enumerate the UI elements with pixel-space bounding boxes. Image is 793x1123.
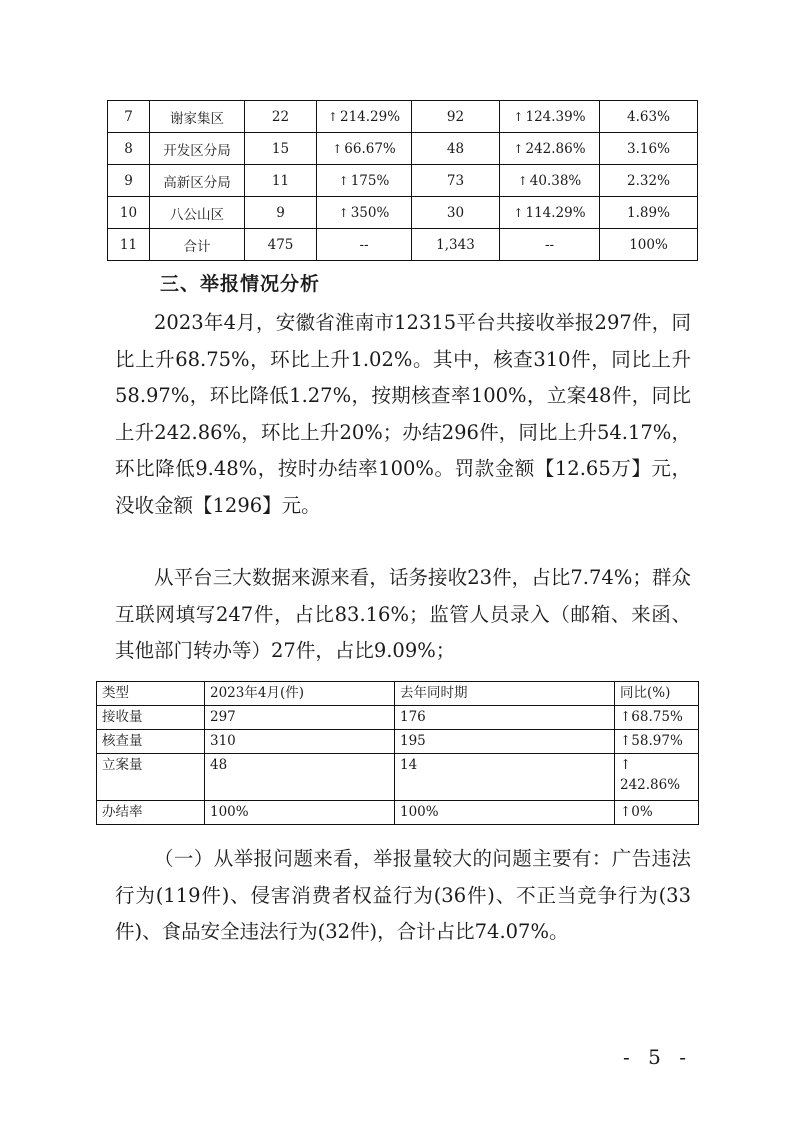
district-name: 开发区分局 xyxy=(150,133,245,165)
type-cell: 立案量 xyxy=(97,754,205,801)
column-header: 类型 xyxy=(97,682,205,706)
district-name: 八公山区 xyxy=(150,197,245,229)
column-header: 去年同时期 xyxy=(395,682,615,706)
up-arrow-icon: ↑ xyxy=(513,109,524,124)
row-index: 7 xyxy=(108,101,150,133)
district-name: 高新区分局 xyxy=(150,165,245,197)
type-cell: 办结率 xyxy=(97,801,205,825)
table-row xyxy=(108,197,698,229)
column-header: 2023年4月(件) xyxy=(205,682,395,706)
cumulative-change-cell xyxy=(500,133,600,165)
section-heading: 三、举报情况分析 xyxy=(160,273,321,295)
cumulative-change-value: 40.38% xyxy=(529,172,582,189)
last-year-cell: 195 xyxy=(395,730,615,754)
current-cell: 100% xyxy=(205,801,395,825)
paragraph-overview: 2023年4月，安徽省淮南市12315平台共接收举报297件，同比上升68.75%，环比上升1.02%。其中，核查310件，同比上升58.97%，环比降低1.27%，按期核查率100%，立案48件，同比上升242.86%，环比上升20%；办结296件，同比上升54.17%，环比降低9.48%，按时办结率100%。罚款金额【12.65万】元，没收金额【1296】元。 xyxy=(115,311,691,517)
up-arrow-icon: ↑ xyxy=(338,173,349,188)
cumulative-change-cell: -- xyxy=(500,229,600,261)
yoy-cell: ↑68.75% xyxy=(615,706,699,730)
table-row xyxy=(97,730,699,754)
row-index: 8 xyxy=(108,133,150,165)
cumulative-change-value: 242.86% xyxy=(525,140,586,157)
cumulative-cell: 48 xyxy=(412,133,500,165)
count-change-value: 214.29% xyxy=(339,108,401,125)
report-stats-table xyxy=(96,681,699,825)
count-cell: 9 xyxy=(245,197,317,229)
count-change-value: 350% xyxy=(350,204,390,221)
up-arrow-icon: ↑ xyxy=(327,109,338,124)
count-cell: 475 xyxy=(245,229,317,261)
current-cell: 310 xyxy=(205,730,395,754)
column-header: 同比(%) xyxy=(615,682,699,706)
cumulative-change-cell xyxy=(500,165,600,197)
count-change-cell xyxy=(317,133,412,165)
up-arrow-icon: ↑ xyxy=(338,205,349,220)
type-cell: 核查量 xyxy=(97,730,205,754)
table-row xyxy=(108,133,698,165)
share-cell: 100% xyxy=(600,229,698,261)
cumulative-cell: 30 xyxy=(412,197,500,229)
table-row xyxy=(108,165,698,197)
up-arrow-icon: ↑ xyxy=(517,173,528,188)
paragraph-issue-types: （一）从举报问题来看，举报量较大的问题主要有：广告违法行为(119件)、侵害消费者权益行为(36件)、不正当竞争行为(33件)、食品安全违法行为(32件)，合计占比74.07%。 xyxy=(115,847,691,943)
up-arrow-icon: ↑ xyxy=(332,141,343,156)
count-change-cell xyxy=(317,101,412,133)
count-change-cell xyxy=(317,197,412,229)
yoy-cell: ↑0% xyxy=(615,801,699,825)
share-cell: 3.16% xyxy=(600,133,698,165)
page-number: - 5 - xyxy=(623,1045,692,1069)
current-cell: 297 xyxy=(205,706,395,730)
yoy-cell: ↑ 242.86% xyxy=(615,754,699,801)
cumulative-change-value: 124.39% xyxy=(525,108,586,125)
share-cell: 1.89% xyxy=(600,197,698,229)
count-change-cell xyxy=(317,165,412,197)
count-cell: 15 xyxy=(245,133,317,165)
up-arrow-icon: ↑ xyxy=(513,205,524,220)
paragraph-data-sources: 从平台三大数据来源来看，话务接收23件，占比7.74%；群众互联网填写247件，占比83.16%；监管人员录入（邮箱、来函、其他部门转办等）27件，占比9.09%； xyxy=(115,566,691,662)
count-change-cell: -- xyxy=(317,229,412,261)
count-change-value: 66.67% xyxy=(344,140,396,157)
table-row xyxy=(108,101,698,133)
share-cell: 4.63% xyxy=(600,101,698,133)
district-report-table xyxy=(107,100,698,261)
yoy-cell: ↑58.97% xyxy=(615,730,699,754)
cumulative-change-value: 114.29% xyxy=(525,204,586,221)
table-total-row xyxy=(108,229,698,261)
count-change-value: 175% xyxy=(350,172,390,189)
table-row xyxy=(97,801,699,825)
last-year-cell: 176 xyxy=(395,706,615,730)
type-cell: 接收量 xyxy=(97,706,205,730)
cumulative-cell: 92 xyxy=(412,101,500,133)
last-year-cell: 100% xyxy=(395,801,615,825)
cumulative-cell: 73 xyxy=(412,165,500,197)
current-cell: 48 xyxy=(205,754,395,801)
table-row xyxy=(97,706,699,730)
row-index: 10 xyxy=(108,197,150,229)
district-name: 合计 xyxy=(150,229,245,261)
cumulative-change-cell xyxy=(500,101,600,133)
cumulative-cell: 1,343 xyxy=(412,229,500,261)
count-cell: 11 xyxy=(245,165,317,197)
row-index: 11 xyxy=(108,229,150,261)
table-header-row xyxy=(97,682,699,706)
last-year-cell: 14 xyxy=(395,754,615,801)
cumulative-change-cell xyxy=(500,197,600,229)
row-index: 9 xyxy=(108,165,150,197)
up-arrow-icon: ↑ xyxy=(513,141,524,156)
district-name: 谢家集区 xyxy=(150,101,245,133)
count-cell: 22 xyxy=(245,101,317,133)
table-row xyxy=(97,754,699,801)
share-cell: 2.32% xyxy=(600,165,698,197)
